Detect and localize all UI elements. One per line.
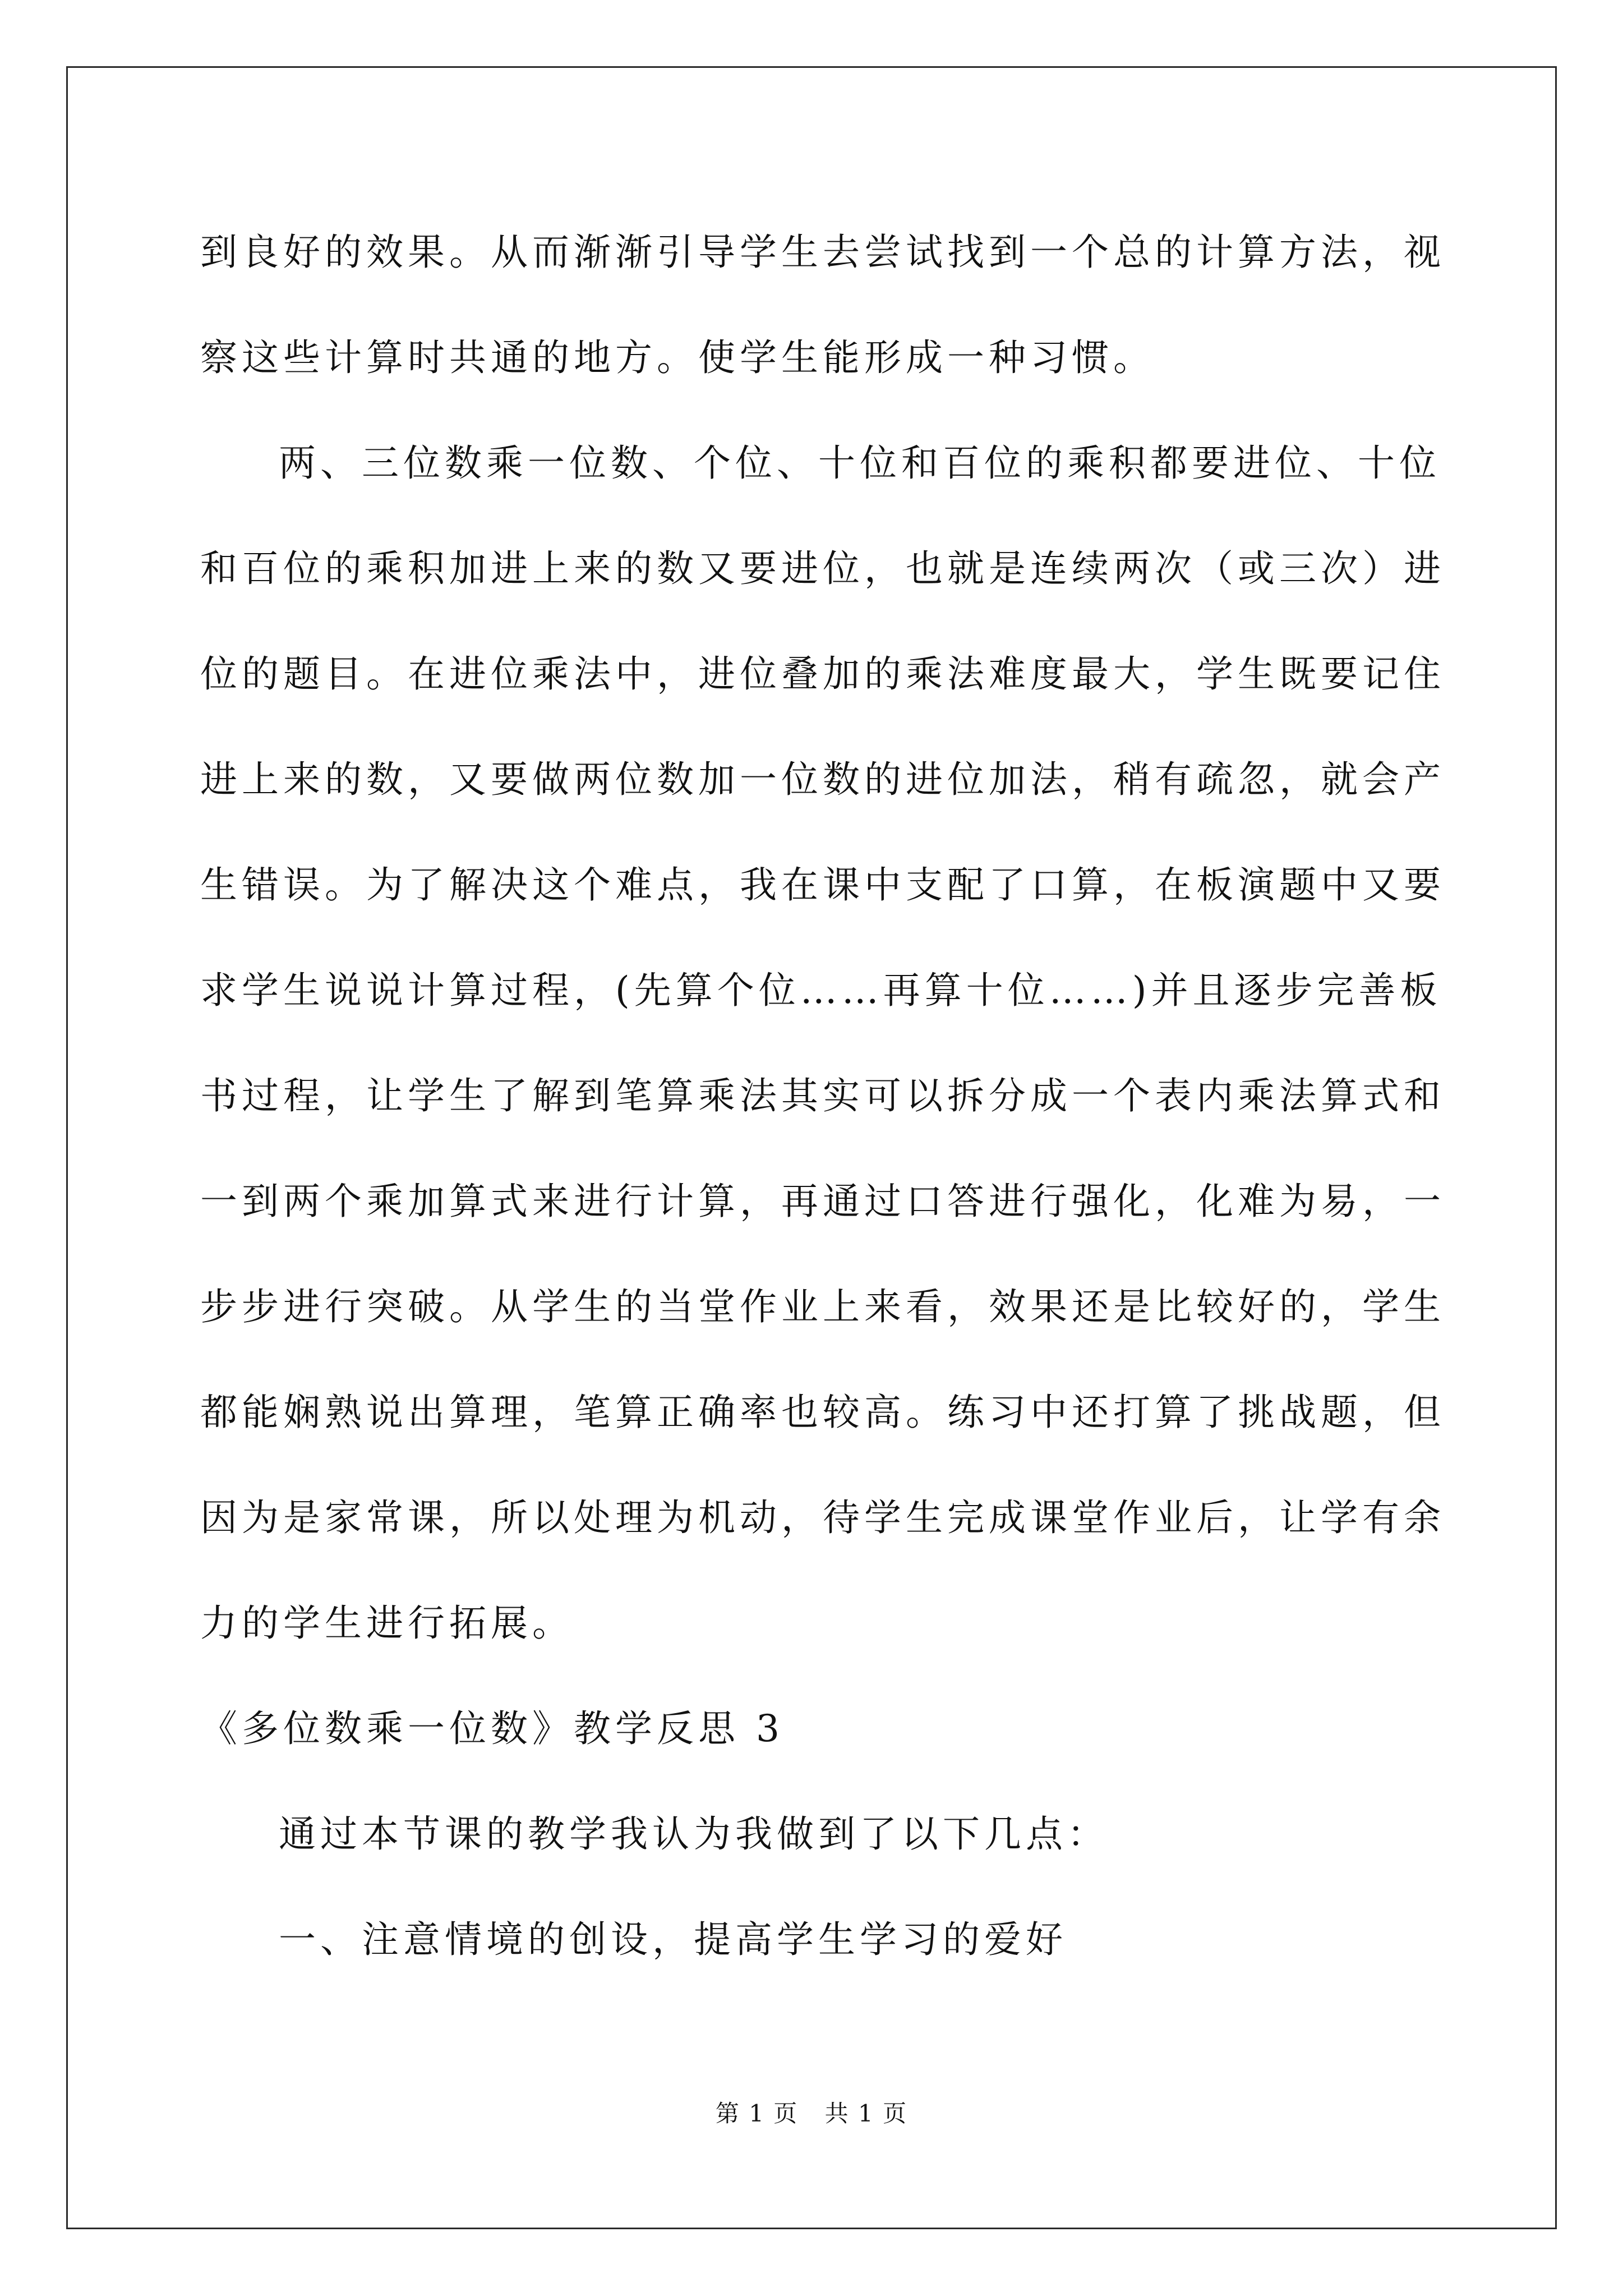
- page-total: 共 1 页: [824, 2100, 908, 2127]
- document-body: [200, 224, 1445, 2017]
- text-line: 生错误。为了解决这个难点，我在课中支配了口算，在板演题中又要: [200, 863, 1445, 907]
- text-line: 求学生说说计算过程，(先算个位……再算十位……)并且逐步完善板: [200, 969, 1442, 1012]
- text-line: 步步进行突破。从学生的当堂作业上来看，效果还是比较好的，学生: [200, 1285, 1445, 1328]
- section-heading: 《多位数乘一位数》教学反思 3: [200, 1707, 784, 1750]
- page-footer: [0, 2095, 1623, 2129]
- paragraph-start: 通过本节课的教学我认为我做到了以下几点：: [279, 1812, 1109, 1856]
- text-line: 一到两个乘加算式来进行计算，再通过口答进行强化，化难为易，一: [200, 1180, 1445, 1223]
- text-line: 都能娴熟说出算理，笔算正确率也较高。练习中还打算了挑战题，但: [200, 1391, 1445, 1434]
- text-line: 力的学生进行拓展。: [200, 1602, 574, 1645]
- text-line: 和百位的乘积加进上来的数又要进位，也就是连续两次（或三次）进: [200, 547, 1445, 590]
- text-line: 位的题目。在进位乘法中，进位叠加的乘法难度最大，学生既要记住: [200, 652, 1445, 696]
- text-line: 因为是家常课，所以处理为机动，待学生完成课堂作业后，让学有余: [200, 1496, 1445, 1539]
- text-line: 到良好的效果。从而渐渐引导学生去尝试找到一个总的计算方法，视: [200, 231, 1445, 274]
- paragraph-start: 一、注意情境的创设，提高学生学习的爱好: [279, 1918, 1067, 1961]
- text-line: 书过程，让学生了解到笔算乘法其实可以拆分成一个表内乘法算式和: [200, 1074, 1445, 1117]
- paragraph-start: 两、三位数乘一位数、个位、十位和百位的乘积都要进位、十位: [279, 441, 1441, 485]
- text-line: 察这些计算时共通的地方。使学生能形成一种习惯。: [200, 336, 1155, 379]
- text-line: 进上来的数，又要做两位数加一位数的进位加法，稍有疏忽，就会产: [200, 758, 1445, 801]
- page-number: 第 1 页: [715, 2100, 799, 2127]
